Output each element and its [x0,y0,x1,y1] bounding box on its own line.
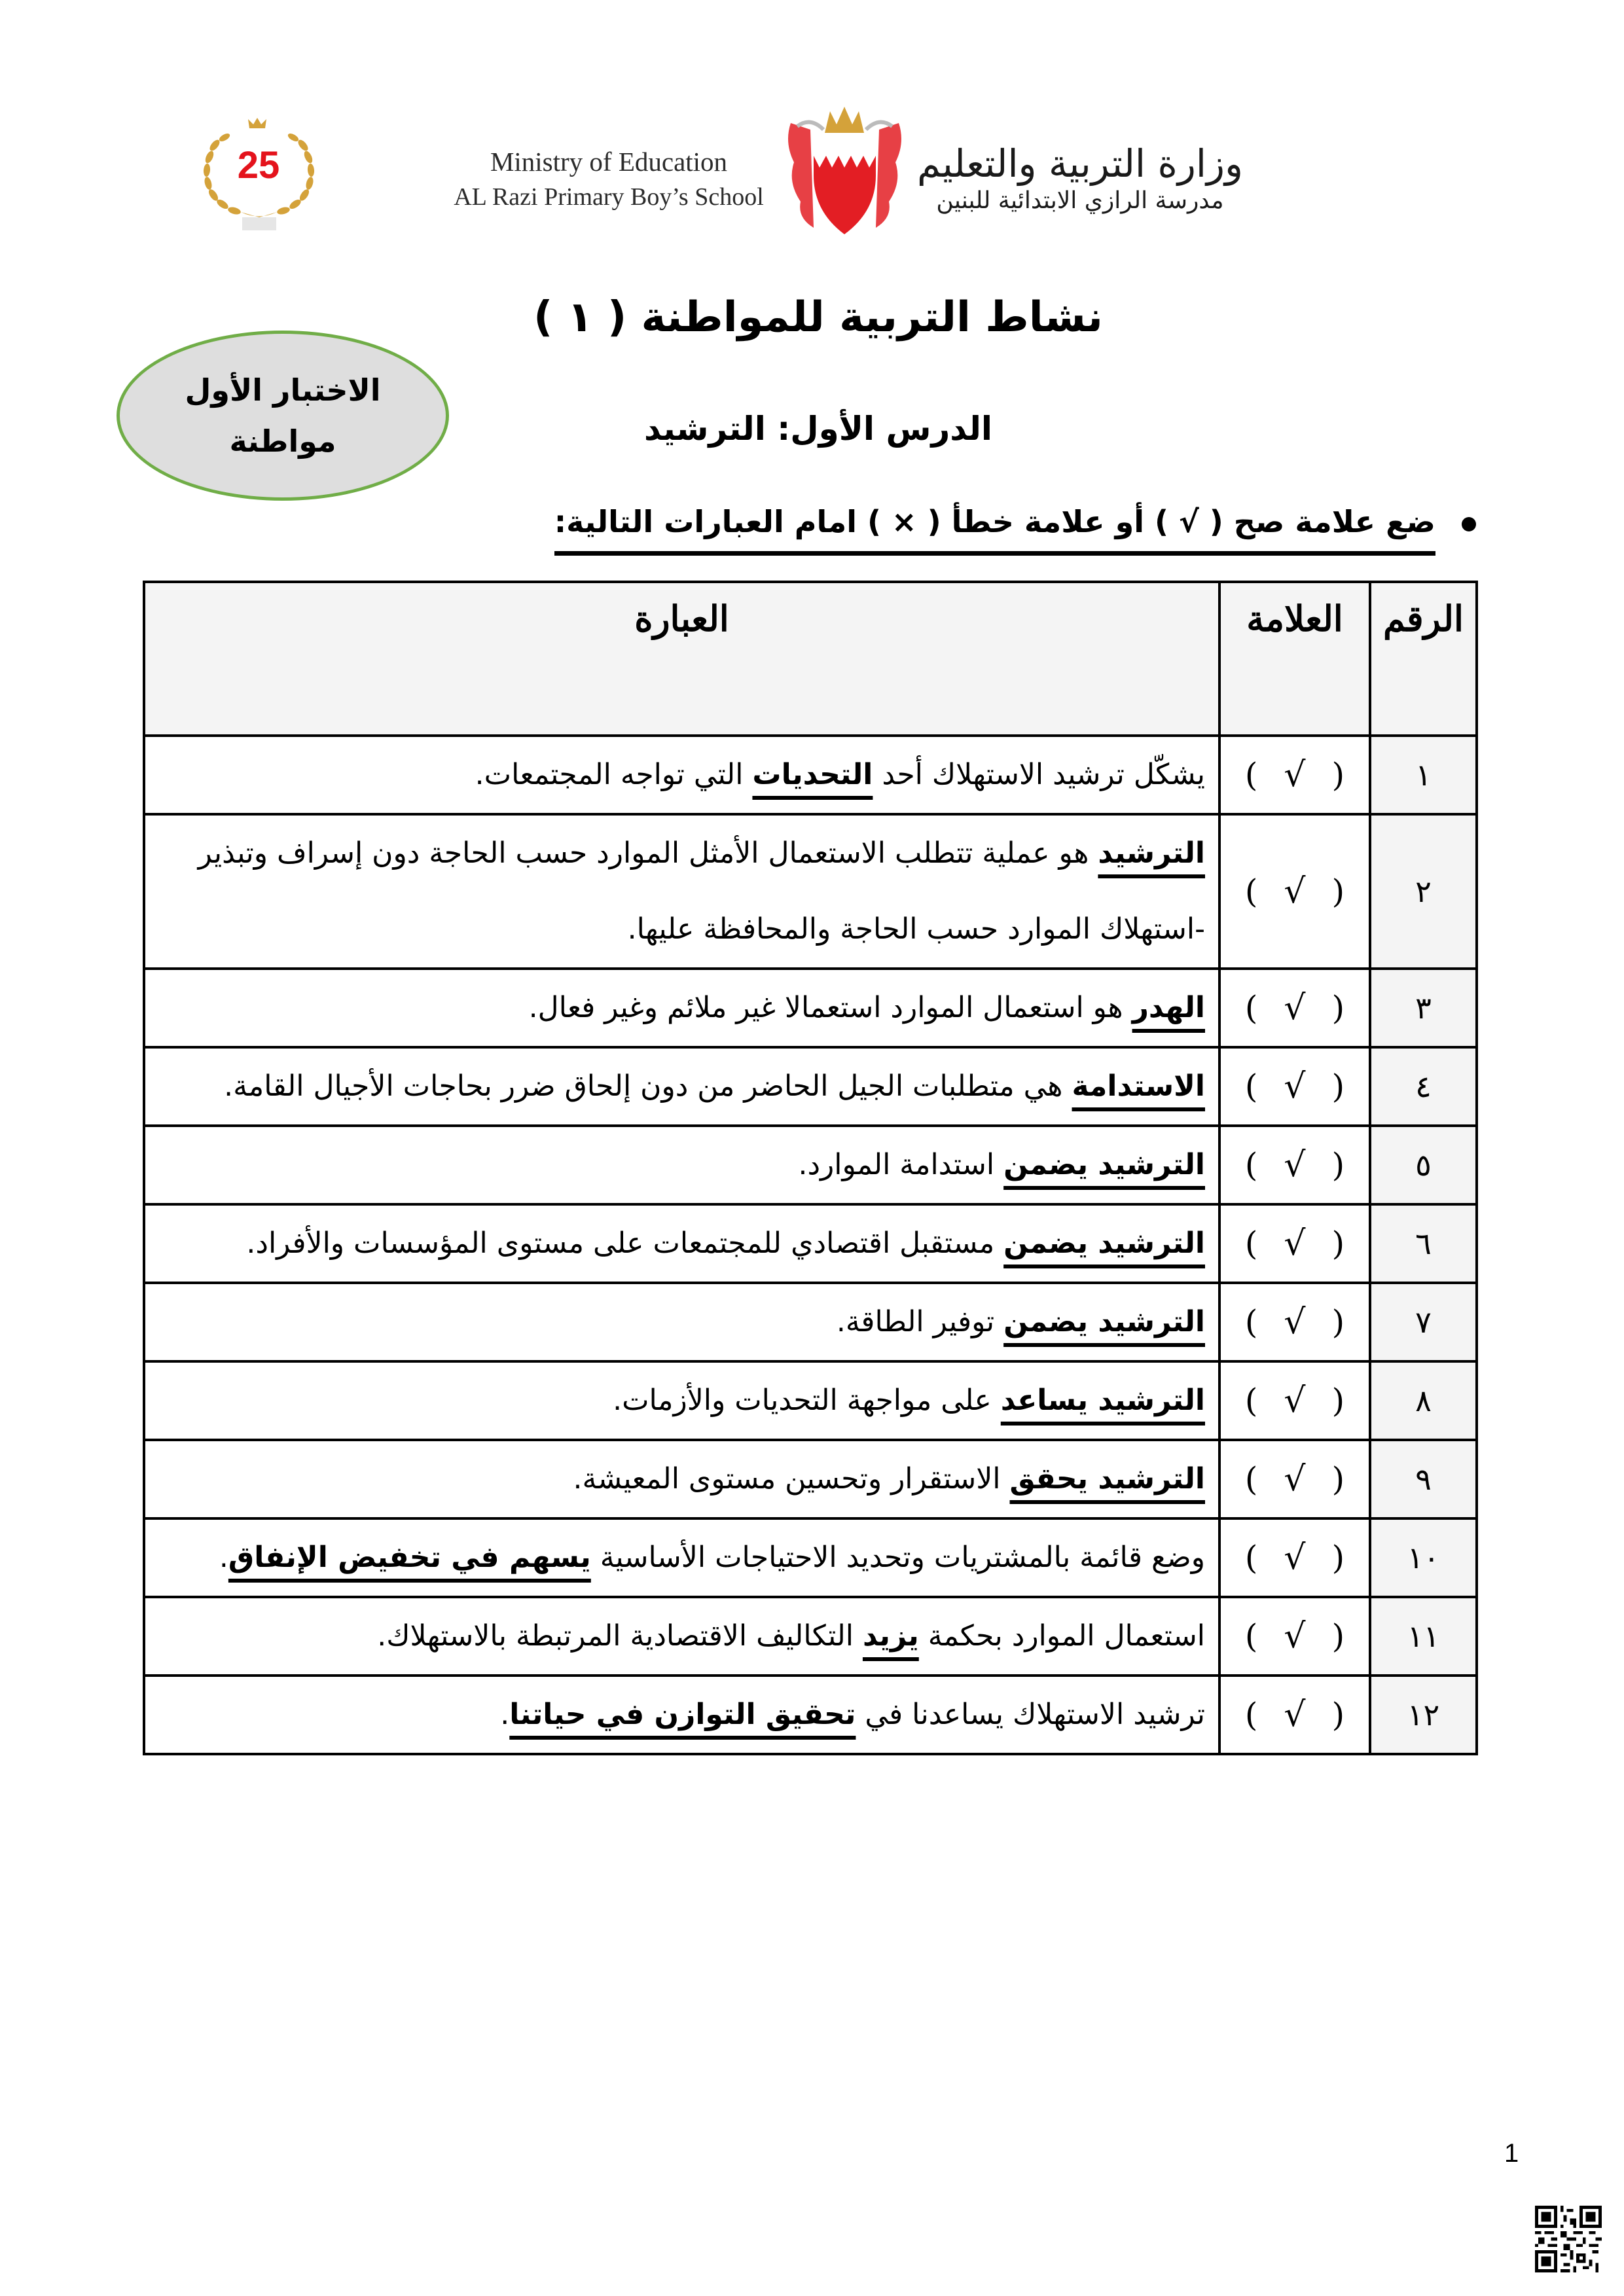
table-body [144,736,1477,1754]
table-row [144,736,1477,814]
crown-icon [248,118,266,128]
instruction-text: ضع علامة صح ( √ ) أو علامة خطأ ( × ) امام العبارات التالية: [554,492,1435,556]
page-number: 1 [1504,2139,1519,2168]
answer-mark-cell[interactable] [1219,1204,1370,1283]
table-row [144,1676,1477,1754]
statement-keyword: الترشيد يضمن [1003,1227,1205,1260]
quiz-badge-line1: الاختبار الأول [185,372,381,408]
table-row [144,1361,1477,1440]
quiz-badge [117,331,449,501]
statement-cell [144,1047,1219,1126]
row-number: ٣ [1370,969,1477,1047]
open-paren: ( [1244,872,1258,910]
check-mark-icon: √ [1284,1302,1306,1342]
statement-text: مستقبل اقتصادي للمجتمعات على مستوى المؤسسات والأفراد. [246,1227,1004,1260]
table-row [144,1204,1477,1283]
row-number: ٧ [1370,1283,1477,1361]
statement-text: استعمال الموارد بحكمة [918,1619,1205,1653]
answer-mark-cell[interactable] [1219,1047,1370,1126]
ministry-name-en: Ministry of Education [490,147,728,177]
close-paren: ) [1331,1382,1345,1420]
statement-cell [144,1126,1219,1204]
statement-keyword: الترشيد يساعد [1000,1384,1205,1417]
check-mark-icon: √ [1284,1067,1306,1106]
statement-keyword: التحديات [752,758,873,791]
statement-text: يشكّل ترشيد الاستهلاك أحد [873,758,1205,791]
table-row [144,969,1477,1047]
statement-text: الاستقرار وتحسين مستوى المعيشة. [573,1462,1010,1496]
open-paren: ( [1244,1617,1258,1655]
check-mark-icon: √ [1284,1460,1306,1499]
page-title: نشاط التربية للمواطنة ( ١ ) [533,293,1103,342]
qr-code-icon [1535,2206,1602,2272]
svg-text:25: 25 [237,144,280,187]
statement-keyword: يسهم في تخفيض الإنفاق [228,1541,591,1574]
check-mark-icon: √ [1284,1538,1306,1577]
arabic-header [913,141,1247,215]
crown-icon [825,107,864,133]
statement-text: هو استعمال الموارد استعمالا غير ملائم وغير فعال. [528,991,1132,1024]
school-name-ar: مدرسة الرازي الابتدائية للبنين [936,187,1224,214]
answer-mark-cell[interactable] [1219,1518,1370,1597]
statement-text: التي تواجه المجتمعات. [475,758,753,791]
statement-text: التكاليف الاقتصادية المرتبطة بالاستهلاك. [377,1619,863,1653]
answer-mark-cell[interactable] [1219,814,1370,969]
close-paren: ) [1331,1303,1345,1341]
statement-text: استدامة الموارد. [798,1148,1004,1181]
statement-keyword: الترشيد يضمن [1003,1148,1205,1181]
check-mark-icon: √ [1284,988,1306,1028]
open-paren: ( [1244,989,1258,1027]
answer-mark-cell[interactable] [1219,1597,1370,1676]
row-number: ٤ [1370,1047,1477,1126]
answer-mark-cell[interactable] [1219,1126,1370,1204]
open-paren: ( [1244,1539,1258,1577]
close-paren: ) [1331,1696,1345,1734]
close-paren: ) [1331,872,1345,910]
close-paren: ) [1331,1617,1345,1655]
anniversary-25-logo [195,113,323,234]
bullet-icon [1462,517,1476,531]
quiz-badge-line2: مواطنة [229,423,336,459]
statement-cell [144,1283,1219,1361]
statement-cell [144,814,1219,969]
statement-text: . [219,1541,228,1574]
lesson-title: الدرس الأول: الترشيد [643,410,993,448]
open-paren: ( [1244,1067,1258,1105]
answer-mark-cell[interactable] [1219,969,1370,1047]
statement-text: . [500,1698,510,1731]
answer-mark-cell[interactable] [1219,736,1370,814]
close-paren: ) [1331,1460,1345,1498]
row-number: ٢ [1370,814,1477,969]
bahrain-emblem-logo [784,103,905,241]
instruction [554,492,1476,556]
row-number: ١٢ [1370,1676,1477,1754]
close-paren: ) [1331,756,1345,794]
statement-cell [144,1361,1219,1440]
header-number: الرقم [1370,582,1477,736]
open-paren: ( [1244,1146,1258,1184]
open-paren: ( [1244,1460,1258,1498]
row-number: ١٠ [1370,1518,1477,1597]
close-paren: ) [1331,1225,1345,1263]
statement-cell [144,736,1219,814]
open-paren: ( [1244,1696,1258,1734]
school-name-en: AL Razi Primary Boy’s School [454,183,764,211]
row-number: ٩ [1370,1440,1477,1518]
answer-mark-cell[interactable] [1219,1440,1370,1518]
check-mark-icon: √ [1284,1617,1306,1656]
statement-text: توفير الطاقة. [836,1305,1004,1338]
statement-keyword: الهدر [1132,991,1205,1024]
statement-keyword: الترشيد يحقق [1009,1462,1205,1496]
statement-keyword: يزيد [862,1619,919,1653]
check-mark-icon: √ [1284,1381,1306,1420]
close-paren: ) [1331,1067,1345,1105]
table-row [144,1283,1477,1361]
header-statement: العبارة [144,582,1219,736]
check-mark-icon: √ [1284,1695,1306,1734]
row-number: ١١ [1370,1597,1477,1676]
statement-keyword: تحقيق التوازن في حياتنا [509,1698,856,1731]
table-row [144,1126,1477,1204]
ministry-name-ar: وزارة التربية والتعليم [916,141,1243,186]
answer-mark-cell[interactable] [1219,1361,1370,1440]
statement-cell [144,1597,1219,1676]
statement-cell [144,1204,1219,1283]
close-paren: ) [1331,1539,1345,1577]
open-paren: ( [1244,1303,1258,1341]
statement-keyword: الترشيد يضمن [1003,1305,1205,1338]
answer-mark-cell[interactable] [1219,1283,1370,1361]
check-mark-icon: √ [1284,872,1306,911]
statement-cell [144,1518,1219,1597]
table-header-row [144,582,1477,736]
open-paren: ( [1244,756,1258,794]
statement-cell [144,1676,1219,1754]
statement-text: ترشيد الاستهلاك يساعدنا في [856,1698,1205,1731]
header-mark: العلامة [1219,582,1370,736]
statement-cell [144,1440,1219,1518]
answer-mark-cell[interactable] [1219,1676,1370,1754]
statement-text: على مواجهة التحديات والأزمات. [613,1384,1001,1417]
table-row [144,1518,1477,1597]
statement-text: وضع قائمة بالمشتريات وتحديد الاحتياجات الأساسية [590,1541,1205,1574]
check-mark-icon: √ [1284,755,1306,795]
statement-text: هو عملية تتطلب الاستعمال الأمثل الموارد حسب الحاجة دون إسراف وتبذير -استهلاك الموارد حسب الحاجة والمحافظة عليها. [198,836,1205,946]
statement-text: هي متطلبات الجيل الحاضر من دون إلحاق ضرر بحاجات الأجيال القامة. [224,1069,1072,1103]
english-header [419,145,799,216]
statement-keyword: الاستدامة [1072,1069,1205,1103]
statement-keyword: الترشيد [1098,836,1205,870]
close-paren: ) [1331,989,1345,1027]
table-row [144,814,1477,969]
table-row [144,1597,1477,1676]
open-paren: ( [1244,1382,1258,1420]
true-false-table [143,581,1478,1755]
check-mark-icon: √ [1284,1145,1306,1185]
table-row [144,1047,1477,1126]
row-number: ٦ [1370,1204,1477,1283]
table-row [144,1440,1477,1518]
close-paren: ) [1331,1146,1345,1184]
open-paren: ( [1244,1225,1258,1263]
statement-cell [144,969,1219,1047]
row-number: ١ [1370,736,1477,814]
check-mark-icon: √ [1284,1224,1306,1263]
row-number: ٨ [1370,1361,1477,1440]
row-number: ٥ [1370,1126,1477,1204]
